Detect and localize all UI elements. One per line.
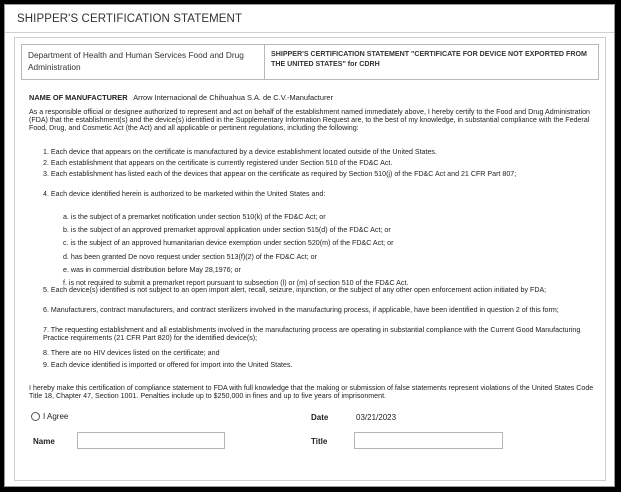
- sub-item: e. was in commercial distribution before May 28,1976; or: [63, 266, 241, 274]
- list-item: 6. Manufacturers, contract manufacturers, and contract sterilizers involved in the manufacturing process, if applicable, have been identified in question 2 of this form;: [43, 306, 559, 314]
- manufacturer-value: Arrow Internacional de Chihuahua S.A. de C.V.-Manufacturer: [133, 93, 333, 102]
- certification-body: [14, 37, 606, 481]
- list-item: 5. Each device(s) identified is not subject to an open import alert, recall, seizure, injunction, or the subject of any other open enforcement action initiated by FDA;: [43, 286, 547, 294]
- manufacturer-line: [29, 93, 333, 102]
- agree-option[interactable]: [31, 412, 68, 421]
- list-item: 2. Each establishment that appears on the certificate is currently registered under Section 510 of the FD&C Act.: [43, 159, 393, 167]
- sub-item: d. has been granted De novo request under section 513(f)(2) of the FD&C Act; or: [63, 253, 317, 261]
- title-input[interactable]: [354, 432, 503, 449]
- sub-item: c. is the subject of an approved humanitarian device exemption under section 520(m) of the FD&C Act; or: [63, 239, 394, 247]
- manufacturer-label: NAME OF MANUFACTURER: [29, 93, 128, 102]
- name-input[interactable]: [77, 432, 225, 449]
- name-label: Name: [33, 437, 55, 446]
- agree-label: I Agree: [43, 412, 69, 421]
- list-item: 4. Each device identified herein is authorized to be marketed within the United States and:: [43, 190, 326, 198]
- list-item: 9. Each device identified is imported or offered for import into the United States.: [43, 361, 293, 369]
- statement-title: SHIPPER'S CERTIFICATION STATEMENT "CERTIFICATE FOR DEVICE NOT EXPORTED FROM THE UNITED STATES" for CDRH: [271, 50, 587, 68]
- sub-item: f. is not required to submit a premarket report pursuant to subsection (l) or (m) of section 510 of the FD&C Act.: [63, 279, 409, 287]
- list-item: 8. There are no HIV devices listed on the certificate; and: [43, 349, 220, 357]
- title-label: Title: [311, 437, 328, 446]
- page-title: SHIPPER'S CERTIFICATION STATEMENT: [17, 13, 243, 25]
- date-value: 03/21/2023: [356, 413, 397, 422]
- sub-item: b. is the subject of an approved premarket approval application under section 515(d) of the FD&C Act; or: [63, 226, 391, 234]
- panel-header: [5, 5, 614, 33]
- intro-paragraph: As a responsible official or designee authorized to represent and act on behalf of the establishment named immediately above, I hereby certify to the Food and Drug Administration (FDA) that the establishment(s) and the device(s) identified in the Supplementary Information Request are, to the best of my knowledge, in substantial compliance with the Federal Food, Drug, and Cosmetic Act (the Act) and all applicable or pertinent regulations, including the following:: [29, 108, 590, 133]
- closing-paragraph: I hereby make this certification of compliance statement to FDA with full knowledge that the making or submission of false statements represent violations of the United States Code Title 18, Chapter 47, Section 1001. Penalties include up to $250,000 in fines and up to five years of imprisonment.: [29, 384, 594, 401]
- sub-item: a. is the subject of a premarket notification under section 510(k) of the FD&C Act; or: [63, 213, 326, 221]
- list-item: 7. The requesting establishment and all establishments involved in the manufacturing process are operating in substantial compliance with the Current Good Manufacturing Practice requirements (21 CFR Part 820) for the identified device(s);: [43, 326, 581, 343]
- list-item: 3. Each establishment has listed each of the devices that appear on the certificate as required by Section 510(j) of the FD&C Act and 21 CFR Part 807;: [43, 170, 517, 178]
- agree-radio[interactable]: [31, 412, 40, 421]
- list-item: 1. Each device that appears on the certificate is manufactured by a device establishment located outside of the United States.: [43, 148, 437, 156]
- info-box: [21, 44, 599, 80]
- department-name: Department of Health and Human Services Food and Drug Administration: [22, 45, 265, 79]
- date-label: Date: [311, 413, 329, 422]
- certification-panel: [4, 4, 615, 487]
